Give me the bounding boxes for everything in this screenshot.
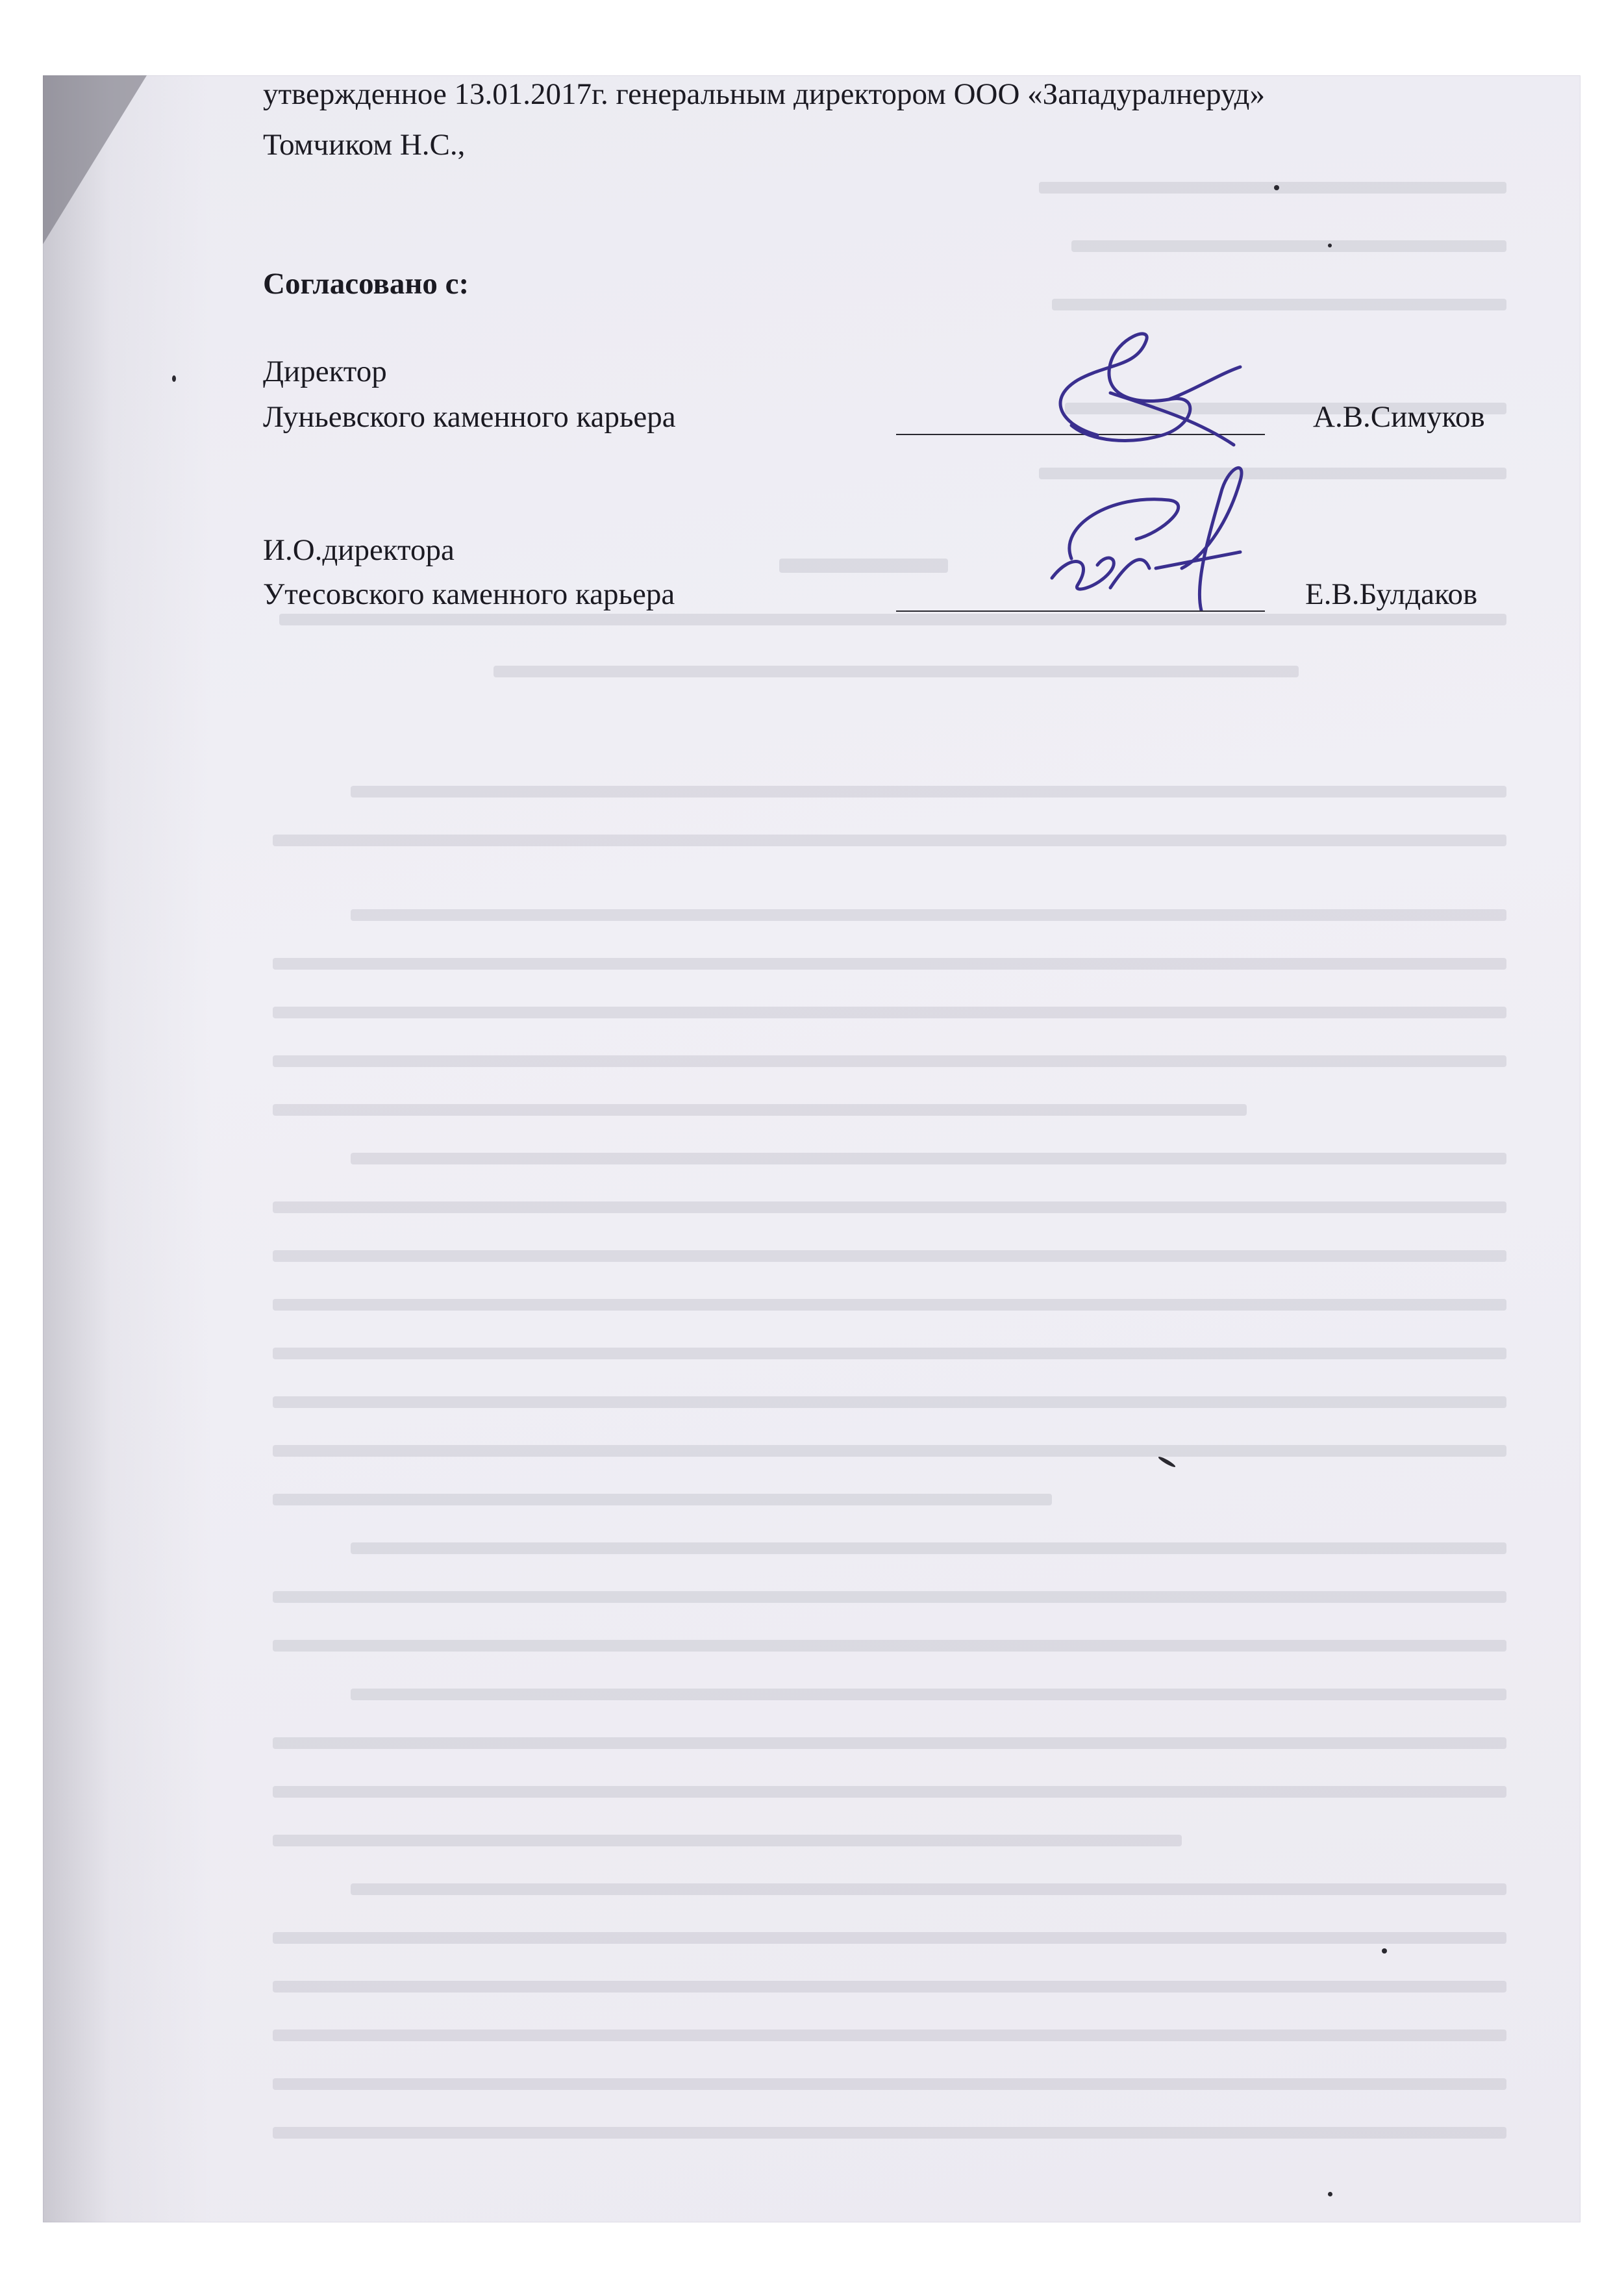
speck bbox=[1328, 2192, 1332, 2196]
signature-line bbox=[896, 610, 1265, 612]
intro-line-2: Томчиком Н.С., bbox=[263, 128, 466, 162]
agreed-heading: Согласовано с: bbox=[263, 267, 469, 301]
signatory-name: А.В.Симуков bbox=[1313, 400, 1485, 434]
signatory-name: Е.В.Булдаков bbox=[1305, 577, 1478, 611]
signatory-organization: Утесовского каменного карьера bbox=[263, 577, 675, 611]
page-fold-shadow bbox=[43, 75, 212, 2222]
signatory-title: И.О.директора bbox=[263, 533, 455, 567]
speck bbox=[1328, 244, 1332, 247]
speck bbox=[1382, 1948, 1387, 1954]
intro-line-1: утвержденное 13.01.2017г. генеральным директором ООО «Западуралнеруд» bbox=[263, 77, 1265, 111]
page-corner-shadow bbox=[43, 75, 147, 244]
speck bbox=[1274, 185, 1279, 190]
signature-simukov bbox=[1000, 328, 1273, 464]
document-page bbox=[43, 75, 1580, 2222]
signature-buldakov bbox=[1032, 455, 1318, 610]
signatory-organization: Луньевского каменного карьера bbox=[263, 400, 676, 434]
signatory-title: Директор bbox=[263, 355, 387, 388]
speck bbox=[172, 375, 176, 382]
